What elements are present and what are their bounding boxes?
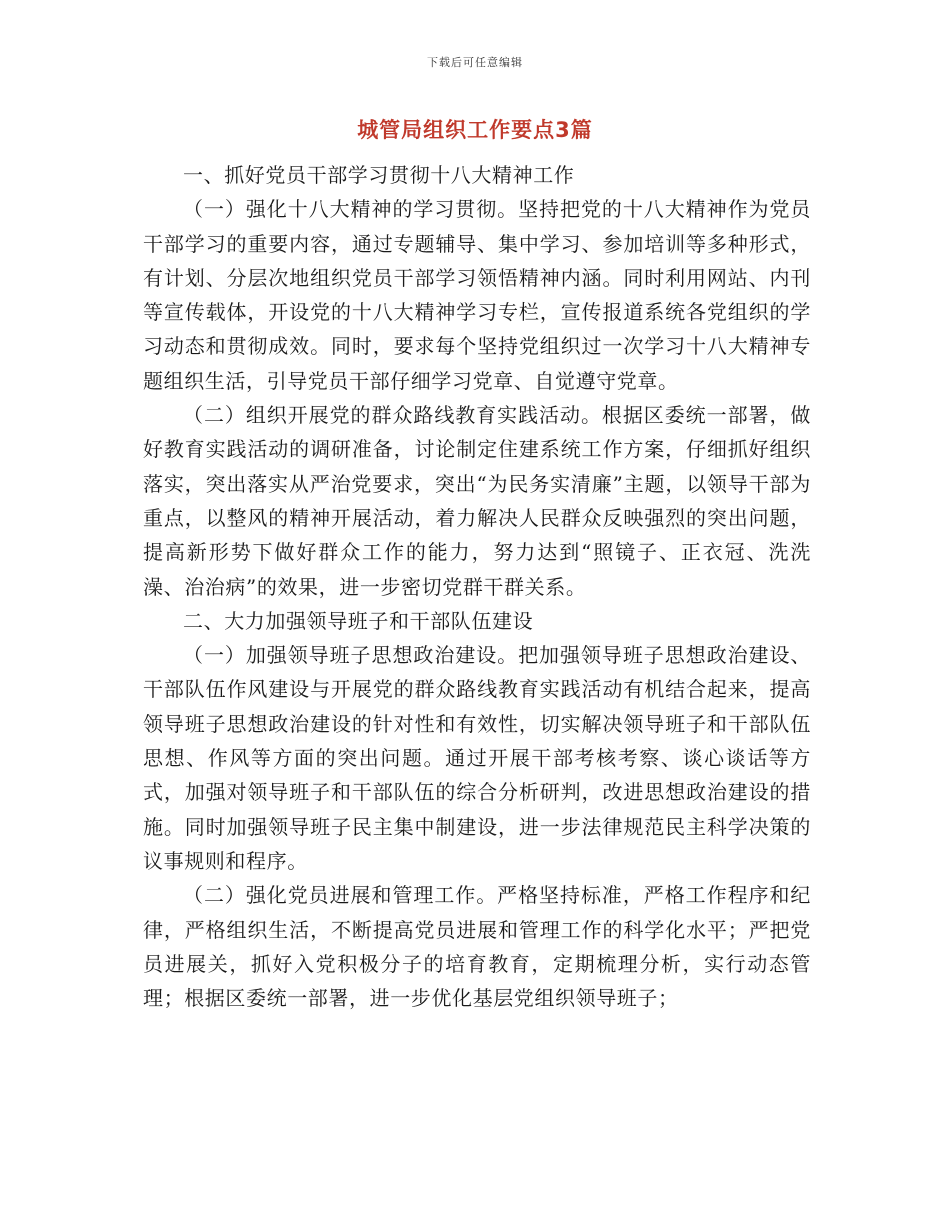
paragraph-1-1: （一）强化十八大精神的学习贯彻。坚持把党的十八大精神作为党员干部学习的重要内容，通过专题辅导、集中学习、参加培训等多种形式，有计划、分层次地组织党员干部学习领悟精神内涵。同时利用网站、内刊等宣传载体，开设党的十八大精神学习专栏，宣传报道系统各党组织的学习动态和贯彻成效。同时，要求每个坚持党组织过一次学习十八大精神专题组织生活，引导党员干部仔细学习党章、自觉遵守党章。 (143, 197, 811, 393)
document-title: 城管局组织工作要点3篇 (357, 118, 593, 142)
header-note: 下载后可任意编辑 (427, 56, 523, 69)
document-body (143, 158, 811, 1015)
section-heading-1: 一、抓好党员干部学习贯彻十八大精神工作 (183, 163, 575, 187)
paragraph-2-2: （二）强化党员进展和管理工作。严格坚持标准，严格工作程序和纪律，严格组织生活，不断提高党员进展和管理工作的科学化水平；严把党员进展关，抓好入党积极分子的培育教育，定期梳理分析，实行动态管理；根据区委统一部署，进一步优化基层党组织领导班子； (143, 883, 811, 1011)
paragraph-2-1: （一）加强领导班子思想政治建设。把加强领导班子思想政治建设、干部队伍作风建设与开展党的群众路线教育实践活动有机结合起来，提高领导班子思想政治建设的针对性和有效性，切实解决领导班子和干部队伍思想、作风等方面的突出问题。通过开展干部考核考察、谈心谈话等方式，加强对领导班子和干部队伍的综合分析研判，改进思想政治建设的措施。同时加强领导班子民主集中制建设，进一步法律规范民主科学决策的议事规则和程序。 (143, 643, 811, 873)
paragraph-1-2: （二）组织开展党的群众路线教育实践活动。根据区委统一部署，做好教育实践活动的调研准备，讨论制定住建系统工作方案，仔细抓好组织落实，突出落实从严治党要求，突出“为民务实清廉”主题，以领导干部为重点，以整风的精神开展活动，着力解决人民群众反映强烈的突出问题，提高新形势下做好群众工作的能力，努力达到“照镜子、正衣冠、洗洗澡、治治病”的效果，进一步密切党群干群关系。 (143, 403, 811, 599)
section-heading-2: 二、大力加强领导班子和干部队伍建设 (183, 608, 534, 633)
